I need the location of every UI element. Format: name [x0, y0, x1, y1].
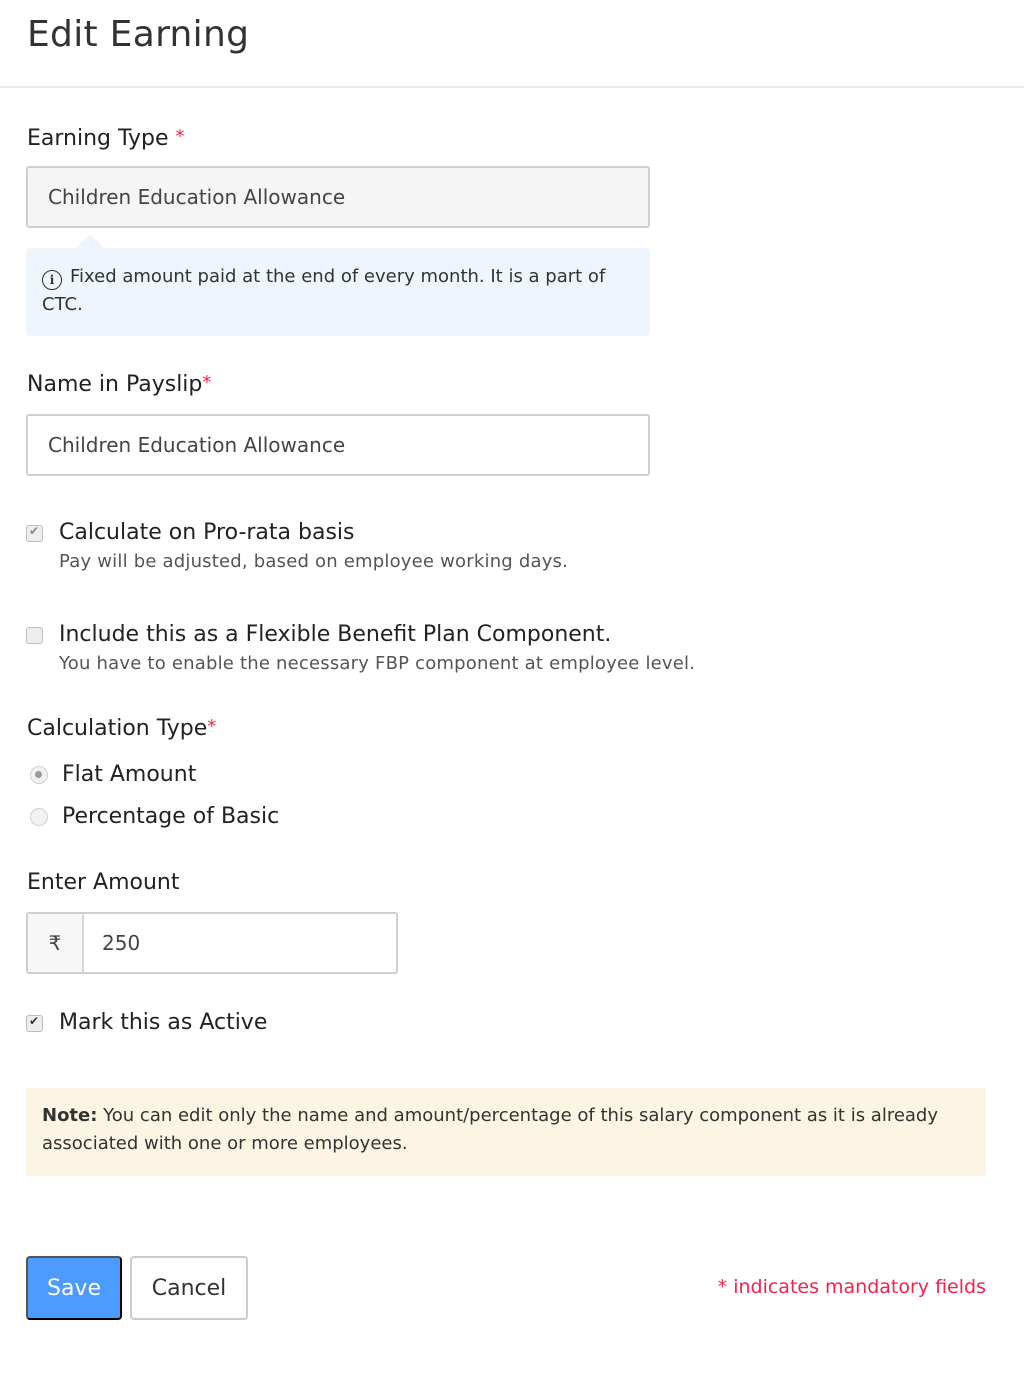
- amount-label: Enter Amount: [27, 870, 180, 895]
- save-button[interactable]: Save: [26, 1256, 122, 1320]
- amount-input[interactable]: 250: [102, 931, 141, 955]
- radio-button: [30, 808, 48, 826]
- fbp-label: Include this as a Flexible Benefit Plan Component.: [59, 622, 612, 647]
- rupee-icon: ₹: [28, 914, 84, 972]
- info-icon: i: [42, 270, 62, 290]
- note-text: You can edit only the name and amount/percentage of this salary component as it is already associated with one or more employees.: [42, 1105, 939, 1154]
- active-option[interactable]: [26, 1008, 267, 1038]
- required-marker: *: [207, 716, 217, 737]
- payslip-name-input[interactable]: Children Education Allowance: [26, 414, 650, 476]
- payslip-name-label: Name in Payslip*: [27, 372, 212, 397]
- earning-type-field: Children Education Allowance: [26, 166, 650, 228]
- cancel-button[interactable]: Cancel: [130, 1256, 248, 1320]
- fbp-checkbox: [26, 627, 43, 644]
- required-marker: *: [175, 126, 185, 147]
- fbp-description: You have to enable the necessary FBP component at employee level.: [59, 653, 696, 674]
- mandatory-fields-note: * indicates mandatory fields: [717, 1276, 986, 1298]
- required-marker: *: [202, 372, 212, 393]
- prorata-option: [26, 518, 568, 576]
- earning-type-label: Earning Type *: [27, 126, 185, 151]
- radio-percentage-of-basic: Percentage of Basic: [30, 804, 279, 829]
- fbp-option: [26, 620, 695, 678]
- radio-button: [30, 766, 48, 784]
- radio-flat-amount: Flat Amount: [30, 762, 196, 787]
- earning-type-info: i Fixed amount paid at the end of every month. It is a part of CTC.: [26, 248, 650, 336]
- active-label[interactable]: Mark this as Active: [59, 1010, 268, 1035]
- amount-input-group: [26, 912, 398, 974]
- note-box: [26, 1088, 986, 1176]
- prorata-label: Calculate on Pro-rata basis: [59, 520, 355, 545]
- page-header: [0, 0, 1024, 88]
- note-prefix: Note:: [42, 1105, 98, 1126]
- page-title: Edit Earning: [27, 14, 250, 55]
- calculation-type-label: Calculation Type*: [27, 716, 217, 741]
- prorata-description: Pay will be adjusted, based on employee working days.: [59, 551, 569, 572]
- active-checkbox[interactable]: [26, 1015, 43, 1032]
- prorata-checkbox: [26, 525, 43, 542]
